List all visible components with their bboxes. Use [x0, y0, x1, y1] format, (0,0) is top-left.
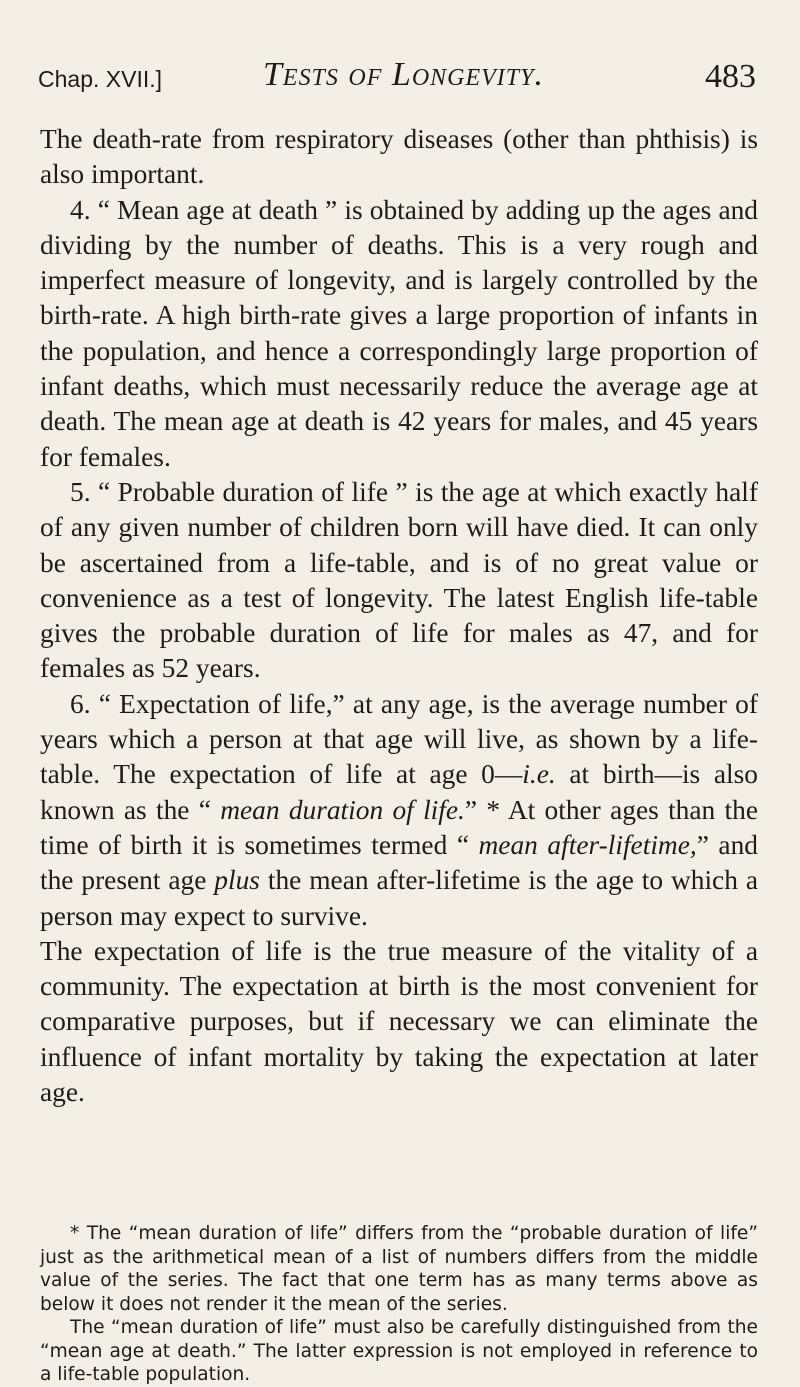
- footnote-paragraph-2: The “mean duration of life” must also be carefully distinguished from the “mean age at death.” The latter expression is not employed in reference to a life-table population.: [40, 1317, 758, 1385]
- text-run: the mean after-lifetime is the age to which a person may expect to survive.: [40, 865, 758, 931]
- italic-plus: plus: [214, 865, 260, 896]
- page-number: 483: [705, 58, 756, 95]
- text-run: 6. “ Expectation of life,” at any age, is the average number of years which a person at that age will live, as shown by a life-table. The expectation of life at age 0—: [40, 688, 758, 790]
- paragraph-mean-age-at-death: 4. “ Mean age at death ” is obtained by adding up the ages and dividing by the number of deaths. This is a very rough and imperfect measure of longevity, and is largely controlled by the birth-rate. A high birth-rate gives a large proportion of infants in the population, and hence a correspondingly large proportion of infant deaths, which must necessarily reduce the average age at death. The mean age at death is 42 years for males, and 45 years for females.: [40, 194, 758, 472]
- chapter-label: Chap. XVII.]: [38, 66, 163, 92]
- italic-ie: i.e.: [522, 759, 556, 790]
- paragraph-expectation-of-life: [40, 687, 758, 934]
- paragraph-probable-duration: 5. “ Probable duration of life ” is the age at which exactly half of any given number of children born will have died. It can only be ascertained from a life-table, and is of no great value or convenience as a test of longevity. The latest English life-table gives the probable duration of life for males as 47, and for females as 52 years.: [40, 476, 758, 684]
- footnote-paragraph-1: * The “mean duration of life” differs from the “probable duration of life” just as the arithmetical mean of a list of numbers differs from the middle value of the series. The fact that one term has as many terms above as below it does not render it the mean of the series.: [40, 1223, 758, 1315]
- paragraph-respiratory: The death-rate from respiratory diseases (other than phthisis) is also important.: [40, 124, 758, 190]
- italic-mean-duration: mean duration of life.: [220, 794, 465, 825]
- body-text: [40, 122, 758, 1110]
- paragraph-true-measure: The expectation of life is the true measure of the vitality of a community. The expectation at birth is the most convenient for comparative purposes, but if necessary we can eliminate the influence of infant mortality by taking the expectation at later age.: [40, 935, 758, 1108]
- running-header: [38, 52, 756, 96]
- text-run: at birth—is also known as the “: [40, 759, 758, 825]
- italic-after-lifetime: mean after-lifetime,: [478, 829, 697, 860]
- running-title: Tests of Longevity.: [263, 56, 544, 93]
- text-run: ” and the present age: [40, 829, 758, 896]
- text-run: ” * At other ages than the time of birth it is sometimes termed “: [40, 794, 758, 860]
